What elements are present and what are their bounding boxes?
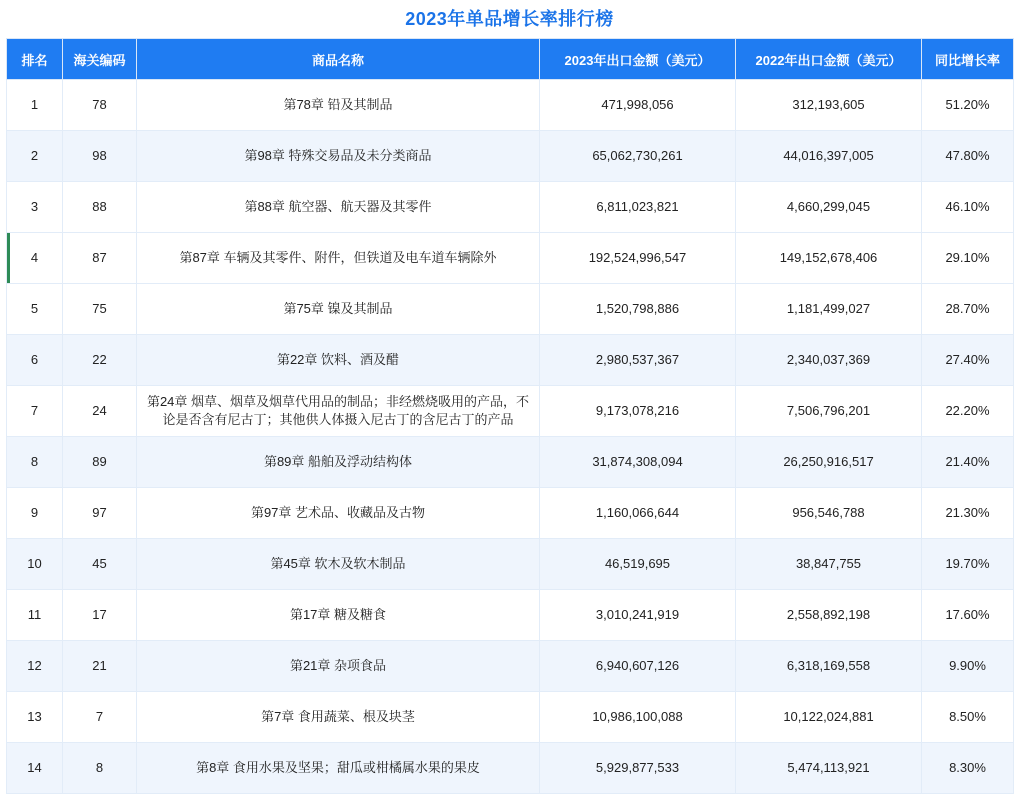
table-row bbox=[7, 641, 1014, 692]
cell-hs-code: 89 bbox=[63, 437, 137, 488]
table-header-row bbox=[7, 39, 1014, 80]
cell-rank: 12 bbox=[7, 641, 63, 692]
table-row bbox=[7, 743, 1014, 794]
cell-rank: 13 bbox=[7, 692, 63, 743]
cell-rank: 4 bbox=[7, 233, 63, 284]
cell-rank: 11 bbox=[7, 590, 63, 641]
column-header-export-2022: 2022年出口金额（美元） bbox=[736, 39, 922, 80]
cell-rank: 2 bbox=[7, 131, 63, 182]
cell-product-name: 第88章 航空器、航天器及其零件 bbox=[137, 182, 540, 233]
cell-export-2023: 6,940,607,126 bbox=[540, 641, 736, 692]
cell-growth-rate: 19.70% bbox=[922, 539, 1014, 590]
cell-product-name: 第98章 特殊交易品及未分类商品 bbox=[137, 131, 540, 182]
cell-rank: 6 bbox=[7, 335, 63, 386]
cell-export-2023: 10,986,100,088 bbox=[540, 692, 736, 743]
column-header-product-name: 商品名称 bbox=[137, 39, 540, 80]
table-row bbox=[7, 386, 1014, 437]
cell-product-name: 第17章 糖及糖食 bbox=[137, 590, 540, 641]
cell-export-2023: 1,160,066,644 bbox=[540, 488, 736, 539]
cell-rank: 10 bbox=[7, 539, 63, 590]
cell-export-2023: 3,010,241,919 bbox=[540, 590, 736, 641]
column-header-growth-rate: 同比增长率 bbox=[922, 39, 1014, 80]
cell-rank: 8 bbox=[7, 437, 63, 488]
cell-growth-rate: 9.90% bbox=[922, 641, 1014, 692]
table-body bbox=[7, 80, 1014, 794]
cell-export-2022: 2,340,037,369 bbox=[736, 335, 922, 386]
cell-product-name: 第21章 杂项食品 bbox=[137, 641, 540, 692]
table-row bbox=[7, 131, 1014, 182]
cell-hs-code: 7 bbox=[63, 692, 137, 743]
cell-rank: 1 bbox=[7, 80, 63, 131]
cell-growth-rate: 8.30% bbox=[922, 743, 1014, 794]
cell-product-name: 第8章 食用水果及坚果；甜瓜或柑橘属水果的果皮 bbox=[137, 743, 540, 794]
cell-growth-rate: 8.50% bbox=[922, 692, 1014, 743]
cell-hs-code: 78 bbox=[63, 80, 137, 131]
cell-hs-code: 21 bbox=[63, 641, 137, 692]
cell-export-2022: 312,193,605 bbox=[736, 80, 922, 131]
cell-growth-rate: 22.20% bbox=[922, 386, 1014, 437]
cell-growth-rate: 17.60% bbox=[922, 590, 1014, 641]
cell-export-2023: 6,811,023,821 bbox=[540, 182, 736, 233]
cell-hs-code: 87 bbox=[63, 233, 137, 284]
cell-export-2023: 192,524,996,547 bbox=[540, 233, 736, 284]
cell-export-2023: 2,980,537,367 bbox=[540, 335, 736, 386]
ranking-table bbox=[6, 38, 1014, 794]
cell-export-2022: 956,546,788 bbox=[736, 488, 922, 539]
cell-hs-code: 8 bbox=[63, 743, 137, 794]
table-row bbox=[7, 488, 1014, 539]
table-row bbox=[7, 692, 1014, 743]
cell-export-2023: 1,520,798,886 bbox=[540, 284, 736, 335]
cell-export-2022: 7,506,796,201 bbox=[736, 386, 922, 437]
cell-product-name: 第22章 饮料、酒及醋 bbox=[137, 335, 540, 386]
cell-export-2023: 471,998,056 bbox=[540, 80, 736, 131]
cell-export-2022: 1,181,499,027 bbox=[736, 284, 922, 335]
cell-growth-rate: 29.10% bbox=[922, 233, 1014, 284]
cell-rank: 5 bbox=[7, 284, 63, 335]
cell-export-2022: 38,847,755 bbox=[736, 539, 922, 590]
cell-growth-rate: 47.80% bbox=[922, 131, 1014, 182]
cell-growth-rate: 27.40% bbox=[922, 335, 1014, 386]
cell-export-2023: 5,929,877,533 bbox=[540, 743, 736, 794]
cell-export-2023: 65,062,730,261 bbox=[540, 131, 736, 182]
table-row bbox=[7, 437, 1014, 488]
cell-rank: 3 bbox=[7, 182, 63, 233]
table-row bbox=[7, 539, 1014, 590]
cell-hs-code: 97 bbox=[63, 488, 137, 539]
table-row bbox=[7, 590, 1014, 641]
cell-hs-code: 45 bbox=[63, 539, 137, 590]
cell-hs-code: 98 bbox=[63, 131, 137, 182]
cell-export-2022: 2,558,892,198 bbox=[736, 590, 922, 641]
cell-export-2022: 5,474,113,921 bbox=[736, 743, 922, 794]
cell-product-name: 第87章 车辆及其零件、附件，但铁道及电车道车辆除外 bbox=[137, 233, 540, 284]
cell-hs-code: 75 bbox=[63, 284, 137, 335]
cell-export-2023: 9,173,078,216 bbox=[540, 386, 736, 437]
cell-rank: 9 bbox=[7, 488, 63, 539]
cell-hs-code: 17 bbox=[63, 590, 137, 641]
cell-growth-rate: 21.30% bbox=[922, 488, 1014, 539]
cell-product-name: 第45章 软木及软木制品 bbox=[137, 539, 540, 590]
column-header-rank: 排名 bbox=[7, 39, 63, 80]
table-row bbox=[7, 284, 1014, 335]
cell-rank: 7 bbox=[7, 386, 63, 437]
cell-product-name: 第75章 镍及其制品 bbox=[137, 284, 540, 335]
table-row bbox=[7, 233, 1014, 284]
cell-export-2022: 44,016,397,005 bbox=[736, 131, 922, 182]
cell-growth-rate: 51.20% bbox=[922, 80, 1014, 131]
table-row bbox=[7, 335, 1014, 386]
cell-export-2022: 10,122,024,881 bbox=[736, 692, 922, 743]
page-title: 2023年单品增长率排行榜 bbox=[405, 9, 614, 29]
cell-hs-code: 22 bbox=[63, 335, 137, 386]
cell-hs-code: 88 bbox=[63, 182, 137, 233]
cell-hs-code: 24 bbox=[63, 386, 137, 437]
cell-product-name: 第24章 烟草、烟草及烟草代用品的制品；非经燃烧吸用的产品，不论是否含有尼古丁；其他供人体摄入尼古丁的含尼古丁的产品 bbox=[137, 386, 540, 437]
table-header bbox=[7, 39, 1014, 80]
cell-export-2022: 6,318,169,558 bbox=[736, 641, 922, 692]
cell-product-name: 第78章 铅及其制品 bbox=[137, 80, 540, 131]
cell-product-name: 第97章 艺术品、收藏品及古物 bbox=[137, 488, 540, 539]
column-header-export-2023: 2023年出口金额（美元） bbox=[540, 39, 736, 80]
table-row bbox=[7, 182, 1014, 233]
cell-growth-rate: 21.40% bbox=[922, 437, 1014, 488]
column-header-hs-code: 海关编码 bbox=[63, 39, 137, 80]
cell-product-name: 第89章 船舶及浮动结构体 bbox=[137, 437, 540, 488]
cell-export-2023: 46,519,695 bbox=[540, 539, 736, 590]
cell-growth-rate: 28.70% bbox=[922, 284, 1014, 335]
cell-export-2022: 149,152,678,406 bbox=[736, 233, 922, 284]
table-row bbox=[7, 80, 1014, 131]
cell-export-2022: 4,660,299,045 bbox=[736, 182, 922, 233]
cell-product-name: 第7章 食用蔬菜、根及块茎 bbox=[137, 692, 540, 743]
cell-export-2022: 26,250,916,517 bbox=[736, 437, 922, 488]
cell-export-2023: 31,874,308,094 bbox=[540, 437, 736, 488]
cell-growth-rate: 46.10% bbox=[922, 182, 1014, 233]
cell-rank: 14 bbox=[7, 743, 63, 794]
